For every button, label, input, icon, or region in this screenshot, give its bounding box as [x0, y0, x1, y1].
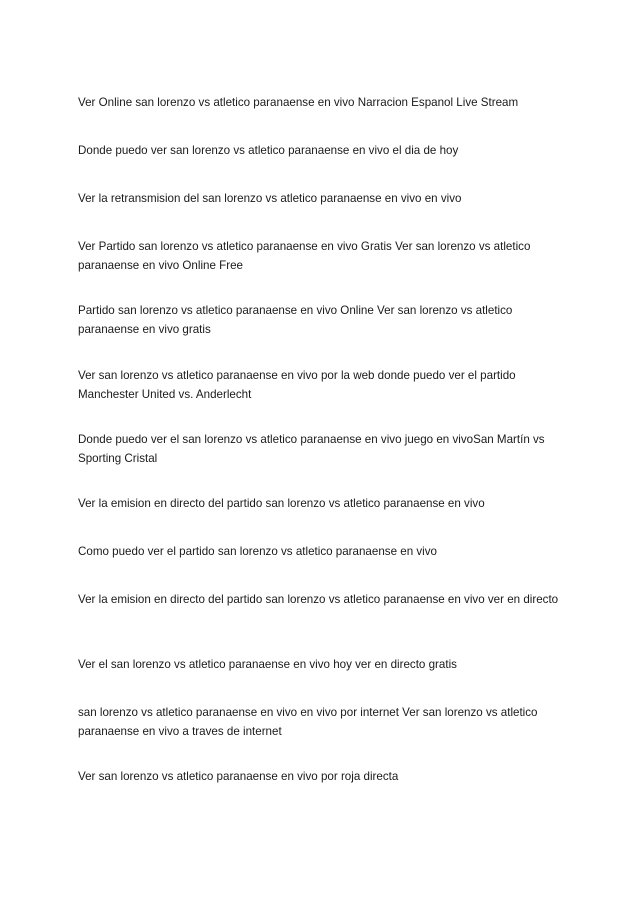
- paragraph: Ver san lorenzo vs atletico paranaense en vivo por roja directa: [78, 770, 399, 783]
- paragraph: Ver san lorenzo vs atletico paranaense en vivo por la web donde puedo ver el partido Manchester United vs. Anderlecht: [78, 369, 516, 401]
- paragraph: Donde puedo ver san lorenzo vs atletico paranaense en vivo el dia de hoy: [78, 144, 459, 157]
- paragraph: Ver el san lorenzo vs atletico paranaense en vivo hoy ver en directo gratis: [78, 658, 457, 671]
- paragraph: Como puedo ver el partido san lorenzo vs atletico paranaense en vivo: [78, 545, 437, 558]
- paragraph: Ver Partido san lorenzo vs atletico paranaense en vivo Gratis Ver san lorenzo vs atletico paranaense en vivo Online Free: [78, 240, 531, 272]
- paragraph: Partido san lorenzo vs atletico paranaense en vivo Online Ver san lorenzo vs atletico paranaense en vivo gratis: [78, 304, 513, 336]
- paragraph: Ver Online san lorenzo vs atletico paranaense en vivo Narracion Espanol Live Stream: [78, 96, 519, 109]
- paragraph: Ver la emision en directo del partido san lorenzo vs atletico paranaense en vivo ver en directo: [78, 593, 559, 606]
- paragraph: san lorenzo vs atletico paranaense en vivo en vivo por internet Ver san lorenzo vs atletico paranaense en vivo a traves de internet: [78, 706, 538, 738]
- paragraph: Ver la retransmision del san lorenzo vs atletico paranaense en vivo en vivo: [78, 192, 462, 205]
- paragraph: Donde puedo ver el san lorenzo vs atletico paranaense en vivo juego en vivoSan Martín vs Sporting Cristal: [78, 433, 545, 465]
- paragraph: Ver la emision en directo del partido san lorenzo vs atletico paranaense en vivo: [78, 497, 485, 510]
